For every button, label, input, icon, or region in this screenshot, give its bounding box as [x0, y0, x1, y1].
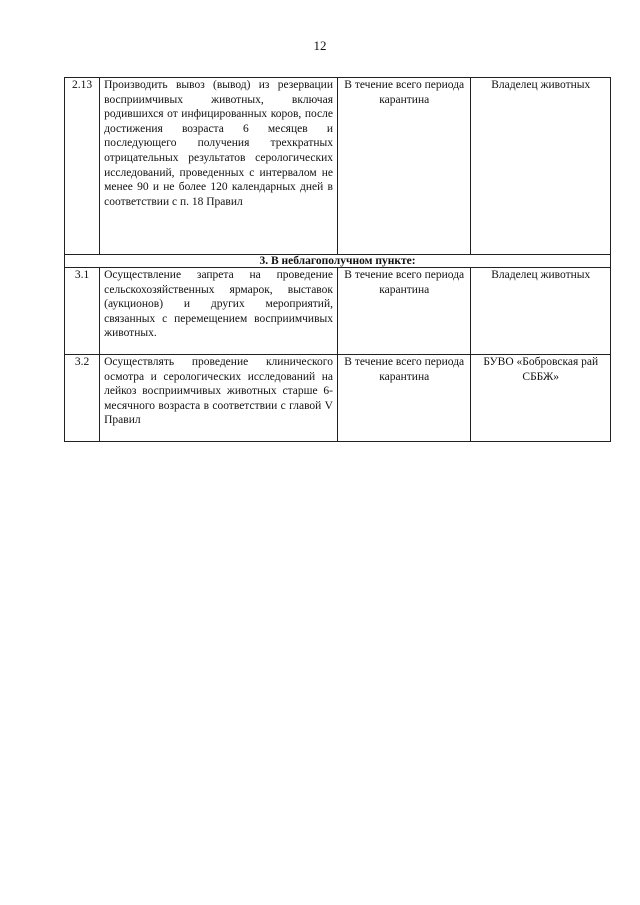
row-number: 2.13 [65, 78, 100, 255]
table-row [65, 78, 611, 255]
measure-description: Осуществлять проведение клинического осмотра и серологических исследований на лейкоз восприимчивых животных старше 6-месячного возраста в соответствии с главой V Правил [100, 355, 338, 442]
measures-table [64, 77, 611, 442]
section-title: 3. В неблагополучном пункте: [65, 255, 611, 268]
table-row [65, 268, 611, 355]
measure-term: В течение всего периода карантина [337, 78, 470, 255]
measure-responsible: БУВО «Бобровская рай СББЖ» [471, 355, 611, 442]
measure-term: В течение всего периода карантина [337, 355, 470, 442]
measure-description: Производить вывоз (вывод) из резервации восприимчивых животных, включая родившихся от инфицированных коров, после достижения возраста 6 месяцев и последующего получения трехкратных отрицательных результатов серологических исследований, проведенных с интервалом не менее 90 и не более 120 календарных дней в соответствии с п. 18 Правил [100, 78, 338, 255]
measure-term: В течение всего периода карантина [337, 268, 470, 355]
measure-responsible: Владелец животных [471, 78, 611, 255]
measure-responsible: Владелец животных [471, 268, 611, 355]
section-header-row [65, 255, 611, 268]
row-number: 3.2 [65, 355, 100, 442]
measure-description: Осуществление запрета на проведение сельскохозяйственных ярмарок, выставок (аукционов) и других мероприятий, связанных с перемещением восприимчивых животных. [100, 268, 338, 355]
page-number: 12 [313, 38, 327, 53]
table-row [65, 355, 611, 442]
row-number: 3.1 [65, 268, 100, 355]
